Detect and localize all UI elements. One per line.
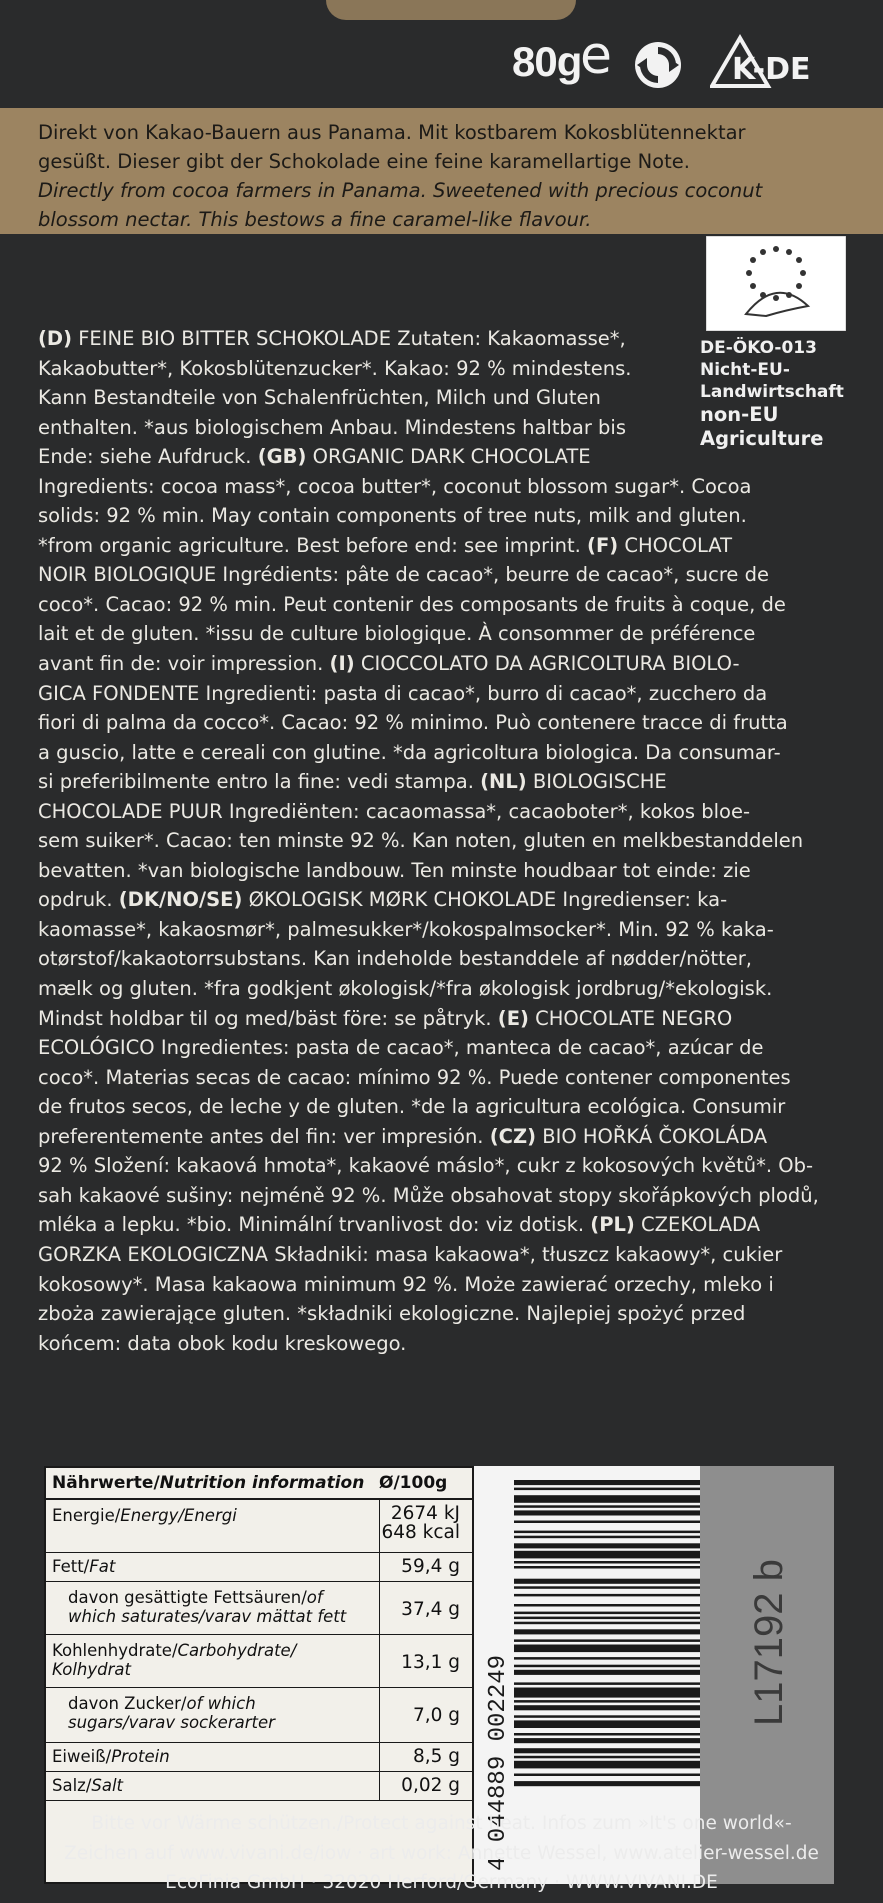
eu-origin-line-4: Agriculture (700, 427, 824, 450)
barcode-bar (514, 1756, 700, 1759)
language-code: (CZ) (489, 1124, 536, 1148)
nutrition-label (68, 1694, 275, 1732)
header-bar (0, 0, 883, 108)
nutrition-value-1: 7,0 g (412, 1705, 460, 1726)
en-line-2: blossom nectar. This bestows a fine caramel-like flavour. (38, 208, 592, 231)
ingredients-text-segment: sem suiker*. Cacao: ten minste 92 %. Kan noten, gluten en melkbestanddelen (38, 829, 804, 853)
ingredients-text-segment: 92 % Složení: kakaová hmota*, kakaové máslo*, cukr z kokosových květů*. Ob- (38, 1154, 814, 1178)
nutrition-row (46, 1688, 472, 1743)
ingredients-text-segment: de frutos secos, de leche y de gluten. *de la agricultura ecológica. Consumir (38, 1095, 786, 1119)
column-divider (379, 1743, 380, 1771)
ingredients-text-segment: a guscio, latte e cereali con glutine. *da agricoltura biologica. Da consumar- (38, 740, 781, 764)
barcode-bar (514, 1738, 700, 1743)
language-code: (NL) (480, 770, 527, 794)
nutrition-header-en: Nutrition information (159, 1473, 365, 1493)
ingredients-line (38, 619, 858, 649)
barcode-bar (514, 1531, 700, 1534)
barcode-bar (514, 1604, 700, 1607)
column-divider (379, 1582, 380, 1634)
barcode-bar (514, 1586, 700, 1589)
ingredients-text-segment: ØKOLOGISK MØRK CHOKOLADE Ingredienser: ka- (242, 888, 728, 912)
ingredients-line (38, 1240, 858, 1270)
barcode-bar (514, 1629, 700, 1634)
nutrition-label-en: Fat (89, 1557, 116, 1576)
nutrition-header (46, 1468, 472, 1500)
ingredients-text-segment: Ende: siehe Aufdruck. (38, 445, 258, 469)
k-de-triangle-mark (710, 32, 860, 92)
ingredients-line (38, 915, 858, 945)
estimated-sign: e (580, 26, 612, 86)
eu-origin-line-1: Nicht-EU- (700, 360, 790, 380)
nutrition-label-en: Carbohydrate/ (177, 1641, 297, 1660)
barcode-bar (514, 1748, 700, 1753)
nutrition-label-en: of (306, 1588, 323, 1607)
nutrition-value (413, 1706, 460, 1725)
ingredients-line (38, 1299, 858, 1329)
nutrition-value-1: 0,02 g (401, 1775, 460, 1796)
ingredients-line (38, 885, 858, 915)
nutrition-value-1: 2674 kJ (390, 1503, 460, 1524)
ingredients-line (38, 738, 858, 768)
footer-line-1: Bitte vor Wärme schützen./Protect against heat. Infos zum »It's one world«- (91, 1813, 792, 1834)
barcode-bar (514, 1781, 700, 1786)
lot-number: L17192 b (747, 1559, 791, 1726)
nutrition-label-en: Energy/Energi (120, 1506, 237, 1525)
language-code: (I) (329, 652, 355, 676)
nutrition-value (401, 1653, 460, 1672)
nutrition-label (52, 1557, 115, 1576)
barcode-bar (514, 1579, 700, 1584)
barcode-bar (514, 1639, 700, 1642)
ingredients-text-segment: lait et de gluten. *issu de culture biologique. À consommer de préférence (38, 622, 756, 646)
ingredients-text-segment: fiori di palma da cocco*. Cacao: 92 % minimo. Può contenere tracce di frutta (38, 711, 788, 735)
barcode-bar (514, 1622, 700, 1625)
barcode-bar (514, 1774, 700, 1777)
eu-origin-line-2: Landwirtschaft (700, 382, 844, 402)
barcode-bar (514, 1733, 700, 1736)
green-dot-recycle-icon (633, 40, 683, 90)
ingredients-text-segment: NOIR BIOLOGIQUE Ingrédients: pâte de cacao*, beurre de cacao*, sucre de (38, 563, 769, 587)
ingredients-text-segment: mléka a lepku. *bio. Minimální trvanlivost do: viz dotisk. (38, 1213, 591, 1237)
barcode-bar (514, 1521, 700, 1524)
barcode-bar (514, 1543, 700, 1548)
ingredients-text-segment: zboża zawierające gluten. *składniki ekologiczne. Najlepiej spożyć przed (38, 1302, 746, 1326)
nutrition-label-de: davon gesättigte Fettsäuren/ (68, 1588, 307, 1607)
nutrition-label (68, 1588, 346, 1626)
nutrition-label-de: davon Zucker/ (68, 1694, 187, 1713)
ingredients-text-segment: FEINE BIO BITTER SCHOKOLADE Zutaten: Kakaomasse*, (72, 327, 626, 350)
barcode-bar (514, 1657, 700, 1660)
language-code: (GB) (257, 445, 307, 469)
barcode-bar (514, 1700, 700, 1703)
ingredients-text-segment: GICA FONDENTE Ingredienti: pasta di cacao*, burro di cacao*, zucchero da (38, 681, 768, 705)
eu-origin-line-3: non-EU (700, 403, 779, 426)
nutrition-label (52, 1747, 170, 1766)
language-code: (F) (587, 533, 619, 557)
de-line-2: gesüßt. Dieser gibt der Schokolade eine feine karamellartige Note. (38, 150, 690, 173)
barcode-bar (514, 1561, 700, 1564)
ingredients-text-segment: ORGANIC DARK CHOCOLATE (306, 445, 591, 469)
nutrition-value-1: 37,4 g (401, 1599, 460, 1620)
nutrition-row (46, 1743, 472, 1772)
description-german (38, 118, 863, 176)
nutrition-label-de: Kohlenhydrate/ (52, 1641, 178, 1660)
ingredients-text-segment: GORZKA EKOLOGICZNA Składniki: masa kakaowa*, tłuszcz kakaowy*, cukier (38, 1242, 783, 1266)
nutrition-row (46, 1772, 472, 1801)
barcode-bar (514, 1480, 700, 1485)
nutrition-label (52, 1641, 296, 1679)
description-english (38, 176, 863, 234)
nutrition-label-line-2: sugars/varav sockerarter (68, 1713, 275, 1732)
language-code: (E) (497, 1006, 529, 1030)
net-weight: 80g (512, 38, 582, 85)
ingredients-line (38, 1004, 858, 1034)
kde-label: K-DE (732, 52, 811, 87)
barcode-bar (514, 1761, 700, 1769)
barcode-bar (514, 1705, 700, 1710)
nutrition-label-en: Protein (111, 1747, 170, 1766)
ingredients-line (38, 501, 858, 531)
ingredients-text-segment: CHOCOLADE PUUR Ingrediënten: cacaomassa*, cacaoboter*, kokos bloe- (38, 799, 751, 823)
column-divider (379, 1500, 380, 1552)
description-panel (0, 108, 883, 234)
ingredients-line (38, 974, 858, 1004)
barcode-bar (514, 1566, 700, 1569)
barcode-bar (514, 1645, 700, 1653)
ingredients-text-segment: opdruk. (38, 888, 119, 912)
column-divider (379, 1635, 380, 1687)
nutrition-value-2: 648 kcal (381, 1522, 460, 1543)
ingredients-line (38, 826, 858, 856)
ingredients-line (38, 708, 858, 738)
barcode-bar (514, 1488, 700, 1491)
eu-control-code: DE-ÖKO-013 (700, 338, 817, 358)
barcode-bar (514, 1495, 700, 1503)
barcode-bar (514, 1510, 700, 1515)
ingredients-text-segment: si preferibilmente entro la fine: vedi stampa. (38, 770, 481, 794)
ingredients-text-segment: *from organic agriculture. Best before end: see imprint. (38, 533, 588, 557)
ingredients-text-segment: CIOCCOLATO DA AGRICOLTURA BIOLO- (354, 652, 740, 676)
nutrition-value-1: 13,1 g (401, 1652, 460, 1673)
language-code: (PL) (590, 1213, 635, 1237)
ingredients-line (38, 944, 858, 974)
ingredients-text-segment: kokosowy*. Masa kakaowa minimum 92 %. Może zawierać orzechy, mleko i (38, 1272, 774, 1296)
nutrition-label-de: Eiweiß/ (52, 1747, 112, 1766)
ingredients-line (38, 1270, 858, 1300)
ingredients-line (38, 354, 858, 384)
nutrition-value (381, 1504, 460, 1542)
nutrition-value (401, 1600, 460, 1619)
barcode-bar (514, 1617, 700, 1620)
ingredients-text-segment: Ingredients: cocoa mass*, cocoa butter*, coconut blossom sugar*. Cocoa (38, 474, 752, 498)
column-divider (379, 1772, 380, 1800)
ingredients-line (38, 856, 858, 886)
nutrition-label-en: Salt (91, 1776, 124, 1795)
ingredients-line (38, 560, 858, 590)
ingredients-text-segment: Kann Bestandteile von Schalenfrüchten, Milch und Gluten (38, 386, 601, 410)
en-line-1: Directly from cocoa farmers in Panama. Sweetened with precious coconut (38, 179, 763, 202)
nutrition-label-line-2: which saturates/varav mättat fett (68, 1607, 347, 1626)
language-code: (D) (38, 327, 73, 350)
ingredients-text-segment: coco*. Cacao: 92 % min. Peut contenir des composants de fruits à coque, de (38, 592, 786, 616)
nutrition-label (52, 1776, 123, 1795)
ingredients-text-segment: coco*. Materias secas de cacao: mínimo 92 %. Puede contener componentes (38, 1065, 791, 1089)
barcode-bar (514, 1682, 700, 1685)
barcode-digits: 4 044889 002249 (485, 1654, 512, 1871)
barcode-bar (514, 1551, 700, 1559)
ingredients-text-segment: sah kakaové sušiny: nejméně 92 %. Může obsahovat stopy skořápkových plodů, (38, 1183, 819, 1207)
ingredients-line (38, 1033, 858, 1063)
ingredients-line (38, 1122, 858, 1152)
barcode-bar (514, 1688, 700, 1698)
ingredients-line (38, 1181, 858, 1211)
ingredients-text-segment: enthalten. *aus biologischem Anbau. Mindestens haltbar bis (38, 415, 626, 439)
footer-line-2: Zeichen auf www.vivani.de/iow · art work: Annette Wessel, www.atelier-wessel.de (64, 1843, 819, 1864)
nutrition-value (401, 1776, 460, 1795)
ingredients-text-segment: CHOCOLAT (618, 533, 733, 557)
nutrition-header-per: Ø/100g (379, 1473, 448, 1493)
ingredients-text-segment: CZEKOLADA (634, 1213, 761, 1237)
nutrition-label-de: Salz/ (52, 1776, 92, 1795)
ingredients-text-segment: końcem: data obok kodu kreskowego. (38, 1331, 407, 1355)
nutrition-row (46, 1553, 472, 1582)
nutrition-row (46, 1500, 472, 1553)
ingredients-line (38, 649, 858, 679)
nutrition-label-en: of which (186, 1694, 256, 1713)
ingredients-text-segment: BIO HOŘKÁ ČOKOLÁDA (536, 1124, 768, 1148)
ingredients-text-segment: otørstof/kakaotorrsubstans. Kan indeholde bestanddele af nødder/nötter, (38, 947, 752, 971)
nutrition-value (413, 1747, 460, 1766)
nutrition-value-1: 59,4 g (401, 1556, 460, 1577)
ingredients-line (38, 472, 858, 502)
ingredients-text-segment: Mindst holdbar til og med/bäst före: se påtryk. (38, 1006, 498, 1030)
ingredients-line (38, 1092, 858, 1122)
ingredients-text-segment: bevatten. *van biologische landbouw. Ten minste houdbaar tot einde: zie (38, 858, 751, 882)
ingredients-line (38, 679, 858, 709)
ingredients-line (38, 797, 858, 827)
ingredients-text-segment: ECOLÓGICO Ingredientes: pasta de cacao*, manteca de cacao*, azúcar de (38, 1036, 764, 1060)
ingredients-text-segment: preferentemente antes del fin: ver impresión. (38, 1124, 490, 1148)
nutrition-label (52, 1506, 237, 1525)
ingredients-text (38, 324, 858, 1358)
barcode-bar (514, 1665, 700, 1668)
ingredients-text-segment: BIOLOGISCHE (526, 770, 667, 794)
ingredients-text-segment: kaomasse*, kakaosmør*, palmesukker*/kokospalmsocker*. Min. 92 % kaka- (38, 917, 774, 941)
ingredients-line (38, 1210, 858, 1240)
ingredients-line (38, 413, 858, 443)
ingredients-line (38, 442, 858, 472)
ingredients-text-segment: Kakaobutter*, Kokosblütenzucker*. Kakao: 92 % mindestens. (38, 356, 632, 380)
ingredients-line (38, 531, 858, 561)
column-divider (379, 1553, 380, 1581)
ingredients-line (38, 324, 858, 354)
nutrition-label-de: Fett/ (52, 1557, 90, 1576)
footer-line-3: EcoFinia GmbH · 32020 Herford/Germany · WWW.VIVANI.DE (165, 1872, 718, 1893)
barcode-bar (514, 1715, 700, 1718)
barcode-bar (514, 1670, 700, 1675)
ingredients-line (38, 767, 858, 797)
de-line-1: Direkt von Kakao-Bauern aus Panama. Mit kostbarem Kokosblütennektar (38, 121, 746, 144)
barcode-bar (514, 1720, 700, 1728)
ingredients-text-segment: avant fin de: voir impression. (38, 652, 330, 676)
nutrition-label-de: Energie/ (52, 1506, 121, 1525)
barcode-bar (514, 1594, 700, 1597)
ingredients-line (38, 1151, 858, 1181)
nutrition-label-line-2: Kolhydrat (52, 1660, 131, 1679)
ingredients-line (38, 590, 858, 620)
language-code: (DK/NO/SE) (118, 888, 243, 912)
barcode-bar (514, 1505, 700, 1508)
eu-organic-leaf-icon (706, 236, 846, 331)
barcode-bar (514, 1536, 700, 1539)
nutrition-value (401, 1557, 460, 1576)
nutrition-header-de: Nährwerte/ (52, 1473, 160, 1493)
nutrition-value-1: 8,5 g (412, 1746, 460, 1767)
ingredients-line (38, 383, 858, 413)
ingredients-line (38, 1329, 858, 1359)
ingredients-line (38, 1063, 858, 1093)
column-divider (379, 1688, 380, 1742)
ingredients-text-segment: CHOCOLATE NEGRO (528, 1006, 733, 1030)
nutrition-row (46, 1582, 472, 1635)
nutrition-row (46, 1635, 472, 1688)
barcode-bar (514, 1612, 700, 1615)
ingredients-text-segment: mælk og gluten. *fra godkjent økologisk/*fra økologisk jordbrug/*ekologisk. (38, 977, 773, 1001)
ingredients-text-segment: solids: 92 % min. May contain components of tree nuts, milk and gluten. (38, 504, 747, 528)
